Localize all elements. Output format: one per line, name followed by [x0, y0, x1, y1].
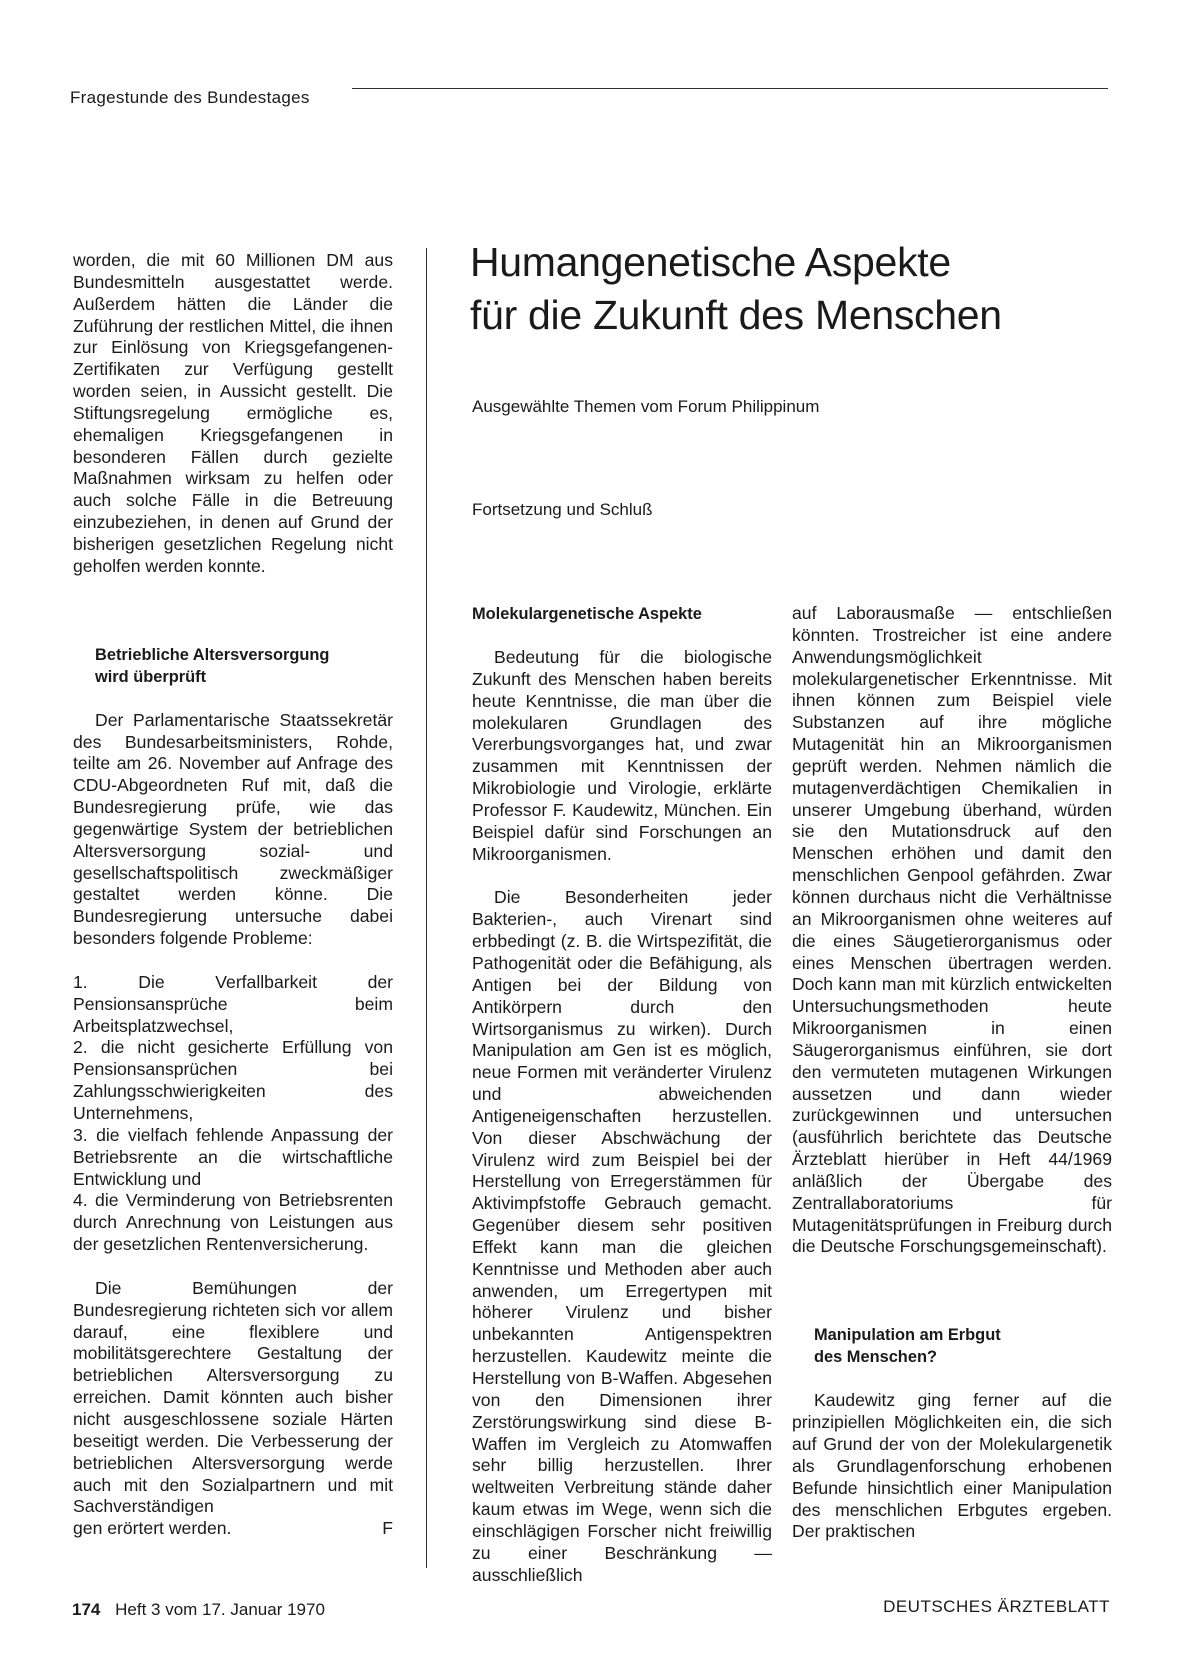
continuation-note: Fortsetzung und Schluß — [472, 500, 653, 519]
article-subtitle: Ausgewählte Themen vom Forum Philippinum — [472, 397, 820, 416]
list-item: 4. die Verminderung von Betriebsrenten durch Anrechnung von Leistungen aus der gesetzlichen Rentenversicherung. — [73, 1190, 393, 1255]
heading-line: Manipulation am Erbgut — [814, 1326, 1001, 1345]
section-heading-molekulargenetik: Molekulargenetische Aspekte — [472, 605, 702, 623]
title-line: Humangenetische Aspekte — [470, 239, 951, 285]
paragraph: Die Besonderheiten jeder Bakterien-, auch Virenart sind erbbedingt (z. B. die Wirtspezifität, die Pathogenität oder die Befähigung, als Antigen bei der Bildung von Antikörpern durch den Wirtsorganismus zu wirken). Durch Manipulation am Gen ist es möglich, neue Formen mit veränderter Virulenz und abweichenden Antigeneigenschaften herzustellen. Von dieser Abschwächung der Virulenz wird zum Beispiel bei der Herstellung von Erregerstämmen für Aktivimpfstoffe Gebrauch gemacht. Gegenüber diesem sehr positiven Effekt kann man die gleichen Kenntnisse und Methoden aber auch anwenden, um Erregertypen mit höherer Virulenz und bisher unbekannten Antigenspektren herzustellen. Kaudewitz meinte die Herstellung von B-Waffen. Abgesehen von den Dimensionen ihrer Zerstörungswirkung sind diese B-Waffen im Vergleich zu Atomwaffen sehr billig herzustellen. Ihrer weltweiten Verbreitung stände daher kaum etwas im Wege, wenn sich die einschlägigen Forscher nicht freiwillig zu einer Beschränkung — ausschließlich — [472, 887, 772, 1585]
list-item: 2. die nicht gesicherte Erfüllung von Pensionsansprüchen bei Zahlungsschwierigkeiten des Unternehmens, — [73, 1037, 393, 1123]
footer-left — [72, 1600, 325, 1620]
spacer — [792, 1302, 1112, 1324]
issue-info: Heft 3 vom 17. Januar 1970 — [115, 1600, 325, 1619]
page-number: 174 — [72, 1600, 101, 1619]
paragraph: Kaudewitz ging ferner auf die prinzipiellen Möglichkeiten ein, die sich auf Grund der von der Molekulargenetik als Grundlagenforschung erhobenen Befunde hinsichtlich einer Manipulation des menschlichen Erbgutes ergeben. Der praktischen — [792, 1390, 1112, 1542]
spacer — [73, 688, 393, 710]
spacer — [792, 1258, 1112, 1302]
paragraph: Bedeutung für die biologische Zukunft des Menschen haben bereits heute Kenntnisse, die man über die molekularen Grundlagen des Vererbungsvorganges hat, und zwar zusammen mit Kenntnissen der Mikrobiologie und Virologie, erklärte Professor F. Kaudewitz, München. Ein Beispiel dafür sind Forschungen an Mikroorganismen. — [472, 647, 772, 864]
spacer — [792, 1368, 1112, 1390]
spacer — [73, 622, 393, 644]
journal-name: DEUTSCHES ÄRZTEBLATT — [883, 1597, 1110, 1616]
paragraph: Der Parlamentarische Staatssekretär des Bundesarbeitsministers, Rohde, teilte am 26. November auf Anfrage des CDU-Abgeordneten Ruf mit, daß die Bundesregierung prüfe, wie das gegenwärtige System der betrieblichen Altersversorgung sozial- und gesellschaftspolitisch zweckmäßiger gestaltet werden könne. Die Bundesregierung untersuche dabei besonders folgende Probleme: — [73, 709, 393, 949]
header-rule — [352, 88, 1108, 89]
list-item: 1. Die Verfallbarkeit der Pensionsansprüche beim Arbeitsplatzwechsel, — [73, 971, 393, 1036]
author-sign: F — [382, 1518, 393, 1539]
section-heading-altersversorgung — [73, 644, 393, 688]
paragraph-end — [73, 1518, 393, 1540]
paragraph: auf Laborausmaße — entschließen könnten. Trostreicher ist eine andere Anwendungsmöglichkeit molekulargenetischer Erkenntnisse. Mit ihnen können zum Beispiel viele Substanzen auf ihre mögliche Mutagenität hin an Mikroorganismen geprüft werden. Nehmen nämlich die mutagenverdächtigen Chemikalien in unserer Umgebung überhand, würden sie den Mutationsdruck auf den Menschen erhöhen und damit den menschlichen Genpool gefährden. Zwar können durchaus nicht die Verhältnisse an Mikroorganismen ohne weiteres auf die eines Säugetierorganismus oder eines Menschen übertragen werden. Doch kann man mit kürzlich entwickelten Untersuchungsmethoden heute Mikroorganismen in einen Säugerorganismus einführen, sie dort den vermuteten mutagenen Wirkungen aussetzen und dann wieder zurückgewinnen und untersuchen (ausführlich berichtete das Deutsche Ärzteblatt hierüber in Heft 44/1969 anläßlich der Übergabe des Zentrallaboratoriums für Mutagenitätsprüfungen in Freiburg durch die Deutsche Forschungsgemeinschaft). — [792, 603, 1112, 1257]
column-divider — [426, 248, 427, 1568]
heading-line: Betriebliche Altersversorgung — [95, 645, 330, 664]
spacer — [73, 950, 393, 972]
spacer — [472, 625, 772, 647]
spacer — [472, 865, 772, 887]
intro-paragraph: worden, die mit 60 Millionen DM aus Bundesmitteln ausgestattet werde. Außerdem hätten die Länder die Zuführung der restlichen Mittel, die ihnen zur Einlösung von Kriegsgefangenen-Zertifikaten zur Verfügung gestellt worden seien, in Aussicht gestellt. Die Stiftungsregelung ermögliche es, ehemaligen Kriegsgefangenen in besonderen Fällen durch gezielte Maßnahmen wirksam zu helfen oder auch solche Fälle in die Betreuung einzubeziehen, in denen auf Grund der bisherigen gesetzlichen Regelung nicht geholfen werden konnte. — [73, 250, 393, 576]
list-item: 3. die vielfach fehlende Anpassung der Betriebsrente an die wirtschaftliche Entwicklung und — [73, 1124, 393, 1189]
spacer — [73, 1256, 393, 1278]
paragraph: Die Bemühungen der Bundesregierung richteten sich vor allem darauf, eine flexiblere und mobilitätsgerechtere Gestaltung der betrieblichen Altersversorgung zu erreichen. Damit könnten auch bisher nicht ausgeschlossene soziale Härten beseitigt werden. Die Verbesserung der betrieblichen Altersversorgung werde auch mit den Sozialpartnern und mit Sachverständigen — [73, 1277, 393, 1517]
article-title — [470, 236, 1120, 342]
left-column — [73, 250, 393, 1540]
running-head: Fragestunde des Bundestages — [70, 88, 310, 107]
spacer — [73, 578, 393, 622]
heading-line: wird überprüft — [95, 667, 207, 686]
middle-column — [472, 603, 772, 1586]
title-line: für die Zukunft des Menschen — [470, 292, 1002, 338]
paragraph-last-line: gen erörtert werden. — [73, 1518, 232, 1539]
right-column — [792, 603, 1112, 1543]
section-heading-manipulation — [792, 1324, 1112, 1368]
heading-line: des Menschen? — [814, 1348, 937, 1367]
